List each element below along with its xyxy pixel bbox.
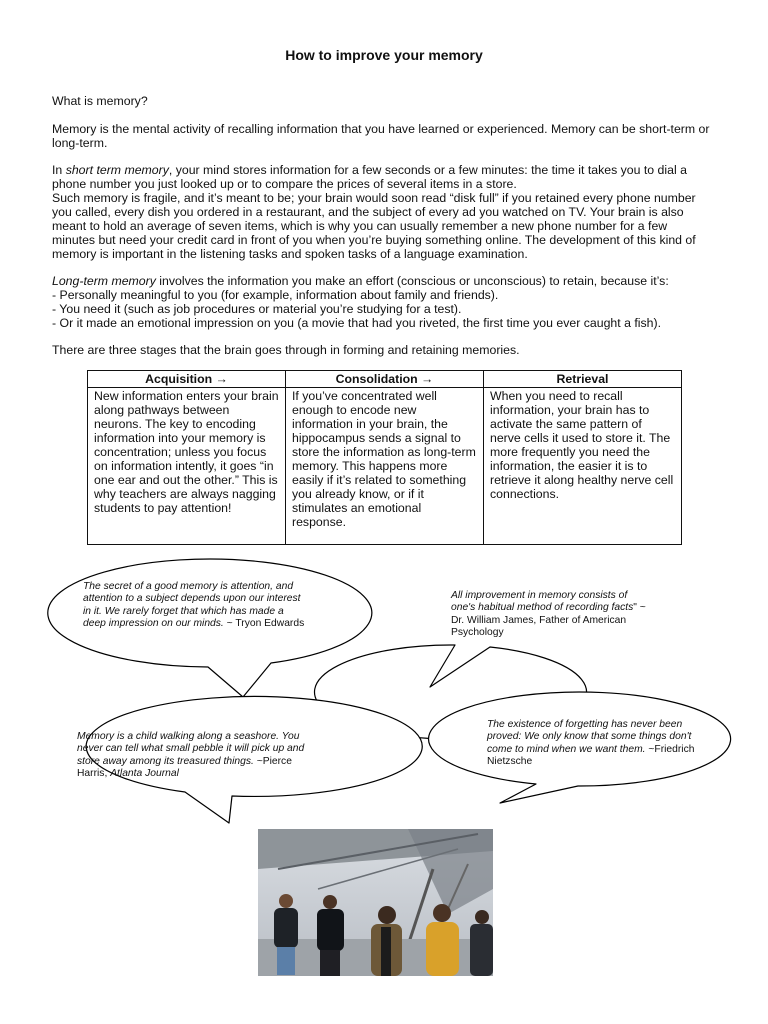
- memory-definition: Memory is the mental activity of recalling information that you have learned or experienced. Memory can be short-term or long-term.: [52, 122, 710, 150]
- header-acquisition: Acquisition →: [88, 371, 286, 388]
- long-term-term: Long-term memory: [52, 274, 156, 288]
- quote-tryon-edwards: [83, 581, 308, 631]
- quote-1-text: The secret of a good memory is attention, and attention to a subject depends upon our interest in it. We rarely forget that which has made a deep impression on our minds.: [83, 581, 301, 630]
- students-photo: [258, 829, 493, 976]
- quote-2-text: All improvement in memory consists of one's habitual method of recording facts: [451, 590, 634, 614]
- short-term-prefix: In: [52, 163, 66, 177]
- quote-william-james: [451, 590, 651, 640]
- short-term-text-2: Such memory is fragile, and it’s meant to be; your brain would soon read “disk full” if you retained every phone number you called, every dish you ordered in a restaurant, and the subject of every ad you watched on TV. Your brain is also meant to hold an average of seven items, which is why you can usually remember a new phone number for a few minutes but need your credit card in front of you when you’re buying something online. The development of this kind of memory is important in the listening tasks and spoken tasks of a language examination.: [52, 191, 696, 261]
- header-retrieval: Retrieval: [484, 371, 682, 388]
- quote-4-text: The existence of forgetting has never been proved: We only know that some things don't come to mind when we want them.: [487, 719, 692, 755]
- quote-3-text: Memory is a child walking along a seashore. You never can tell what small pebble it will pick up and store away among its treasured things.: [77, 731, 305, 767]
- quote-3-author: ~Pierce Harris,: [77, 755, 292, 780]
- long-term-text: involves the information you make an effort (conscious or unconscious) to retain, because it’s:: [155, 274, 669, 288]
- cell-acquisition: New information enters your brain along pathways between neurons. The key to encoding information into your memory is concentration; unless you focus on information intently, it goes “in one ear and out the other.” This is why teachers are always nagging students to pay attention!: [88, 388, 286, 545]
- cell-consolidation: If you’ve concentrated well enough to encode new information in your brain, the hippocampus sends a signal to store the information as long-term memory. This happens more easily if it’s related to something you already know, or if it stimulates an emotional response.: [286, 388, 484, 545]
- long-term-bullet: - Or it made an emotional impression on you (a movie that had you riveted, the first time you ever caught a fish).: [52, 316, 661, 330]
- short-term-text: , your mind stores information for a few seconds or a few minutes: the time it takes you to dial a phone number you just looked up or to compare the prices of several items in a store.: [52, 163, 687, 191]
- quote-4-author: ~Friedrich Nietzsche: [487, 743, 695, 768]
- quote-1-author: ~ Tryon Edwards: [223, 618, 305, 630]
- long-term-bullet: - You need it (such as job procedures or material you’re studying for a test).: [52, 302, 462, 316]
- short-term-term: short term memory: [65, 163, 169, 177]
- question-heading: What is memory?: [52, 94, 148, 108]
- quote-nietzsche: [487, 719, 697, 769]
- cell-retrieval: When you need to recall information, your brain has to activate the same pattern of nerve cells it used to store it. The more frequently you need the information, the easier it is to retrieve it along healthy nerve cell connections.: [484, 388, 682, 545]
- quote-pierce-harris: [77, 731, 317, 781]
- long-term-bullet: - Personally meaningful to you (for example, information about family and friends).: [52, 288, 499, 302]
- header-consolidation: Consolidation →: [286, 371, 484, 388]
- stages-intro: There are three stages that the brain goes through in forming and retaining memories.: [52, 343, 520, 357]
- quote-2-author: " ~ Dr. William James, Father of American Psychology: [451, 602, 646, 639]
- page-title: How to improve your memory: [285, 47, 483, 63]
- quote-3-source: Atlanta Journal: [110, 768, 179, 780]
